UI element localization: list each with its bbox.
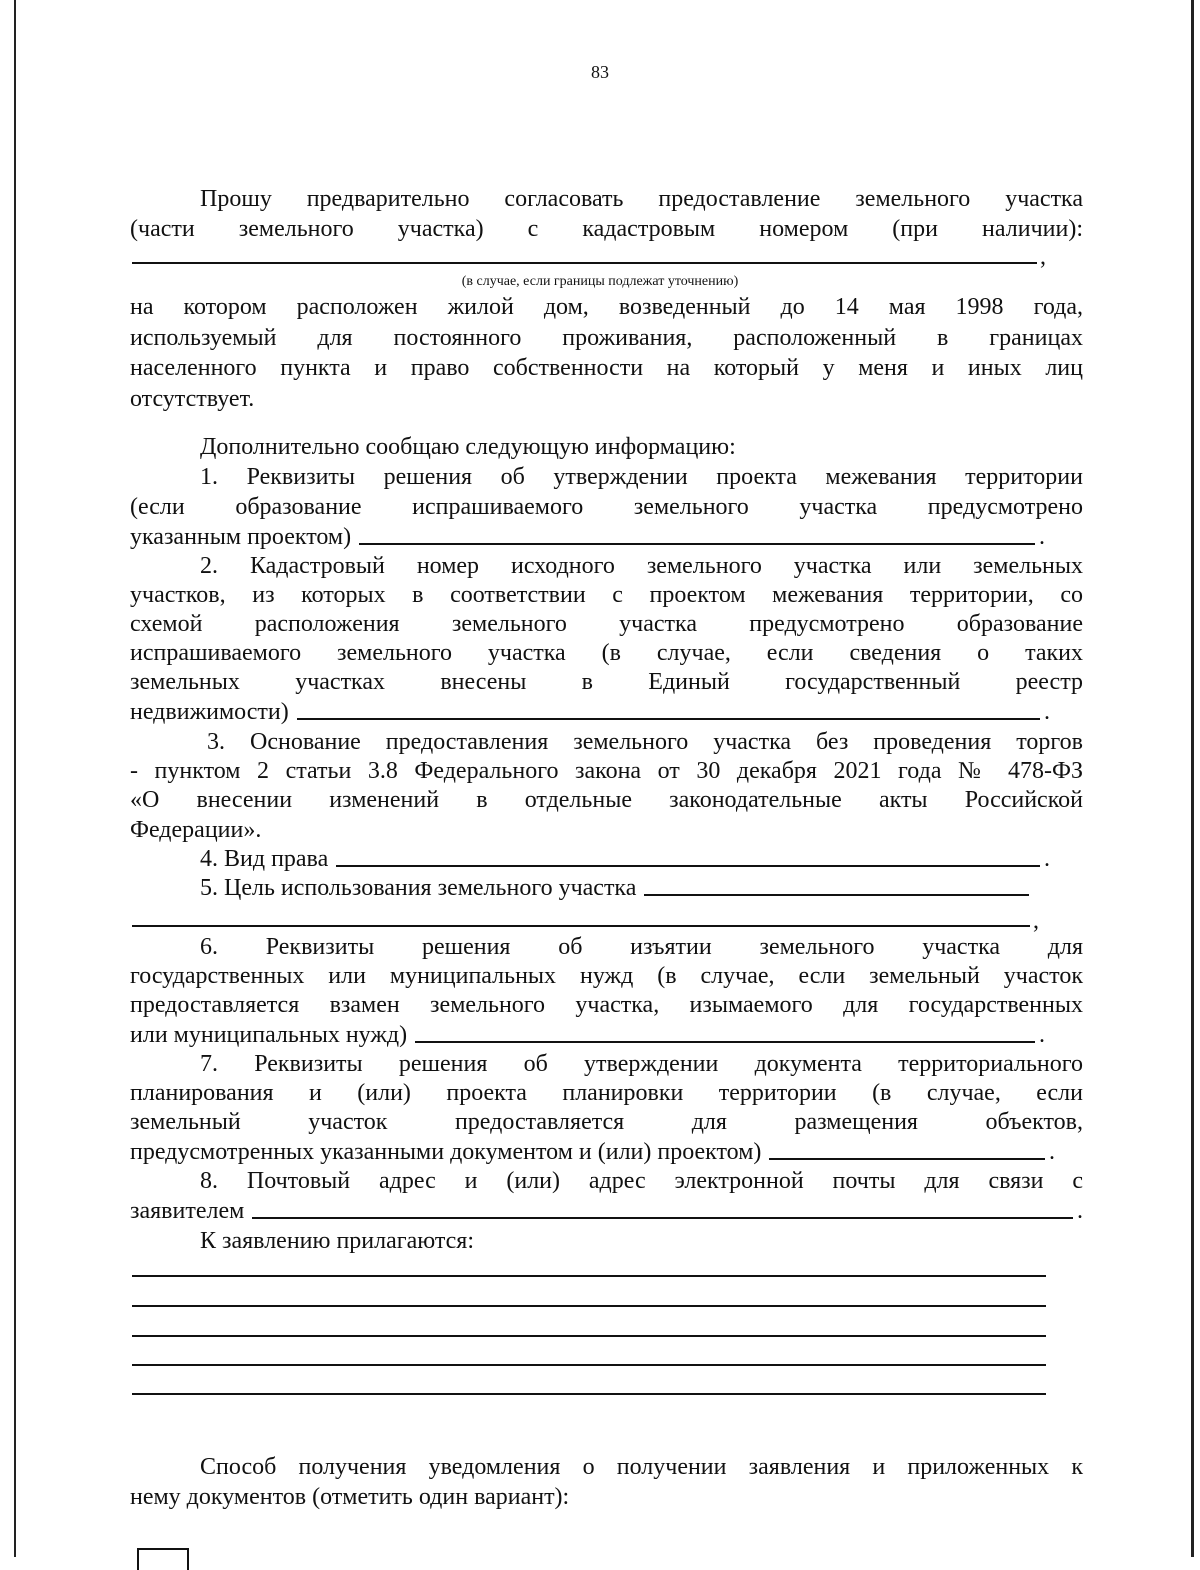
attachment-line-5[interactable] xyxy=(132,1393,1046,1395)
attachment-line-4[interactable] xyxy=(132,1364,1046,1366)
item6-line-3: предоставляется взамен земельного участка, изымаемого для государственных xyxy=(130,992,1083,1018)
item2-period: . xyxy=(1044,699,1050,725)
item2-line-4: испрашиваемого земельного участка (в случае, если сведения о таких xyxy=(130,640,1083,666)
intro-line-6: отсутствует. xyxy=(130,386,255,412)
item2-blank[interactable] xyxy=(297,718,1040,720)
item8-line-1: 8. Почтовый адрес и (или) адрес электронной почты для связи с xyxy=(200,1168,1083,1194)
item5-label: 5. Цель использования земельного участка xyxy=(200,875,637,901)
item7-line-4 xyxy=(130,1137,1055,1167)
intro-line-1: Прошу предварительно согласовать предоставление земельного участка xyxy=(200,186,1083,212)
item1-label: указанным проектом) xyxy=(130,524,352,550)
attachment-line-1[interactable] xyxy=(132,1275,1046,1277)
item5-comma: , xyxy=(1033,908,1039,934)
item5-line xyxy=(200,873,1033,903)
contact-address-blank[interactable] xyxy=(252,1217,1073,1219)
item8-period: . xyxy=(1077,1198,1083,1224)
item8-line-2 xyxy=(130,1196,1083,1226)
item3-line-3: «О внесении изменений в отдельные законодательные акты Российской xyxy=(130,787,1083,813)
right-type-blank[interactable] xyxy=(336,865,1040,867)
page-number: 83 xyxy=(591,62,609,82)
notification-line-1: Способ получения уведомления о получении заявления и приложенных к xyxy=(200,1454,1083,1480)
item4-label: 4. Вид права xyxy=(200,846,329,872)
item7-period: . xyxy=(1049,1139,1055,1165)
item7-line-2: планирования и (или) проекта планировки территории (в случае, если xyxy=(130,1080,1083,1106)
item3-line-4: Федерации». xyxy=(130,817,262,843)
item7-line-1: 7. Реквизиты решения об утверждении документа территориального xyxy=(200,1051,1083,1077)
attachment-line-2[interactable] xyxy=(132,1305,1046,1307)
item3-line-2: - пунктом 2 статьи 3.8 Федерального закона от 30 декабря 2021 года № 478-ФЗ xyxy=(130,758,1083,784)
item2-line-3: схемой расположения земельного участка предусмотрено образование xyxy=(130,611,1083,637)
notification-option-checkbox[interactable] xyxy=(137,1548,189,1570)
scan-left-edge xyxy=(14,0,16,1557)
additional-info-heading: Дополнительно сообщаю следующую информацию: xyxy=(200,434,736,460)
item6-line-2: государственных или муниципальных нужд (в случае, если земельный участок xyxy=(130,963,1083,989)
item1-line-3 xyxy=(130,522,1045,552)
item2-line-6 xyxy=(130,697,1050,727)
item7-label: предусмотренных указанными документом и (или) проектом) xyxy=(130,1139,762,1165)
item7-line-3: земельный участок предоставляется для размещения объектов, xyxy=(130,1109,1083,1135)
intro-line-3: на котором расположен жилой дом, возведенный до 14 мая 1998 года, xyxy=(130,294,1083,320)
cadastral-comma: , xyxy=(1040,244,1046,270)
cadastral-number-blank[interactable] xyxy=(132,262,1037,264)
item6-line-1: 6. Реквизиты решения об изъятии земельного участка для xyxy=(200,934,1083,960)
item4-period: . xyxy=(1044,846,1050,872)
item6-label: или муниципальных нужд) xyxy=(130,1022,408,1048)
intro-line-2: (части земельного участка) с кадастровым номером (при наличии): xyxy=(130,216,1083,242)
intro-line-5: населенного пункта и право собственности на который у меня и иных лиц xyxy=(130,355,1083,381)
item2-line-1: 2. Кадастровый номер исходного земельного участка или земельных xyxy=(200,553,1083,579)
item2-line-5: земельных участках внесены в Единый государственный реестр xyxy=(130,669,1083,695)
land-use-purpose-blank[interactable] xyxy=(644,894,1029,896)
item1-blank[interactable] xyxy=(359,543,1035,545)
item6-period: . xyxy=(1039,1022,1045,1048)
cadastral-caption: (в случае, если границы подлежат уточнению) xyxy=(461,274,739,289)
item4-line xyxy=(200,844,1050,874)
attachment-line-3[interactable] xyxy=(132,1335,1046,1337)
item2-label: недвижимости) xyxy=(130,699,289,725)
land-use-purpose-blank-2[interactable] xyxy=(132,925,1030,927)
item8-label: заявителем xyxy=(130,1198,245,1224)
item7-blank[interactable] xyxy=(769,1158,1045,1160)
attachments-heading: К заявлению прилагаются: xyxy=(200,1228,475,1254)
item1-line-2: (если образование испрашиваемого земельного участка предусмотрено xyxy=(130,494,1083,520)
notification-line-2: нему документов (отметить один вариант): xyxy=(130,1484,570,1510)
scan-right-edge xyxy=(1191,0,1194,1557)
item6-blank[interactable] xyxy=(415,1041,1035,1043)
item1-line-1: 1. Реквизиты решения об утверждении проекта межевания территории xyxy=(200,464,1083,490)
intro-line-4: используемый для постоянного проживания, расположенный в границах xyxy=(130,325,1083,351)
item2-line-2: участков, из которых в соответствии с проектом межевания территории, со xyxy=(130,582,1083,608)
item3-line-1: 3. Основание предоставления земельного участка без проведения торгов xyxy=(207,729,1083,755)
item1-period: . xyxy=(1039,524,1045,550)
item6-line-4 xyxy=(130,1020,1045,1050)
